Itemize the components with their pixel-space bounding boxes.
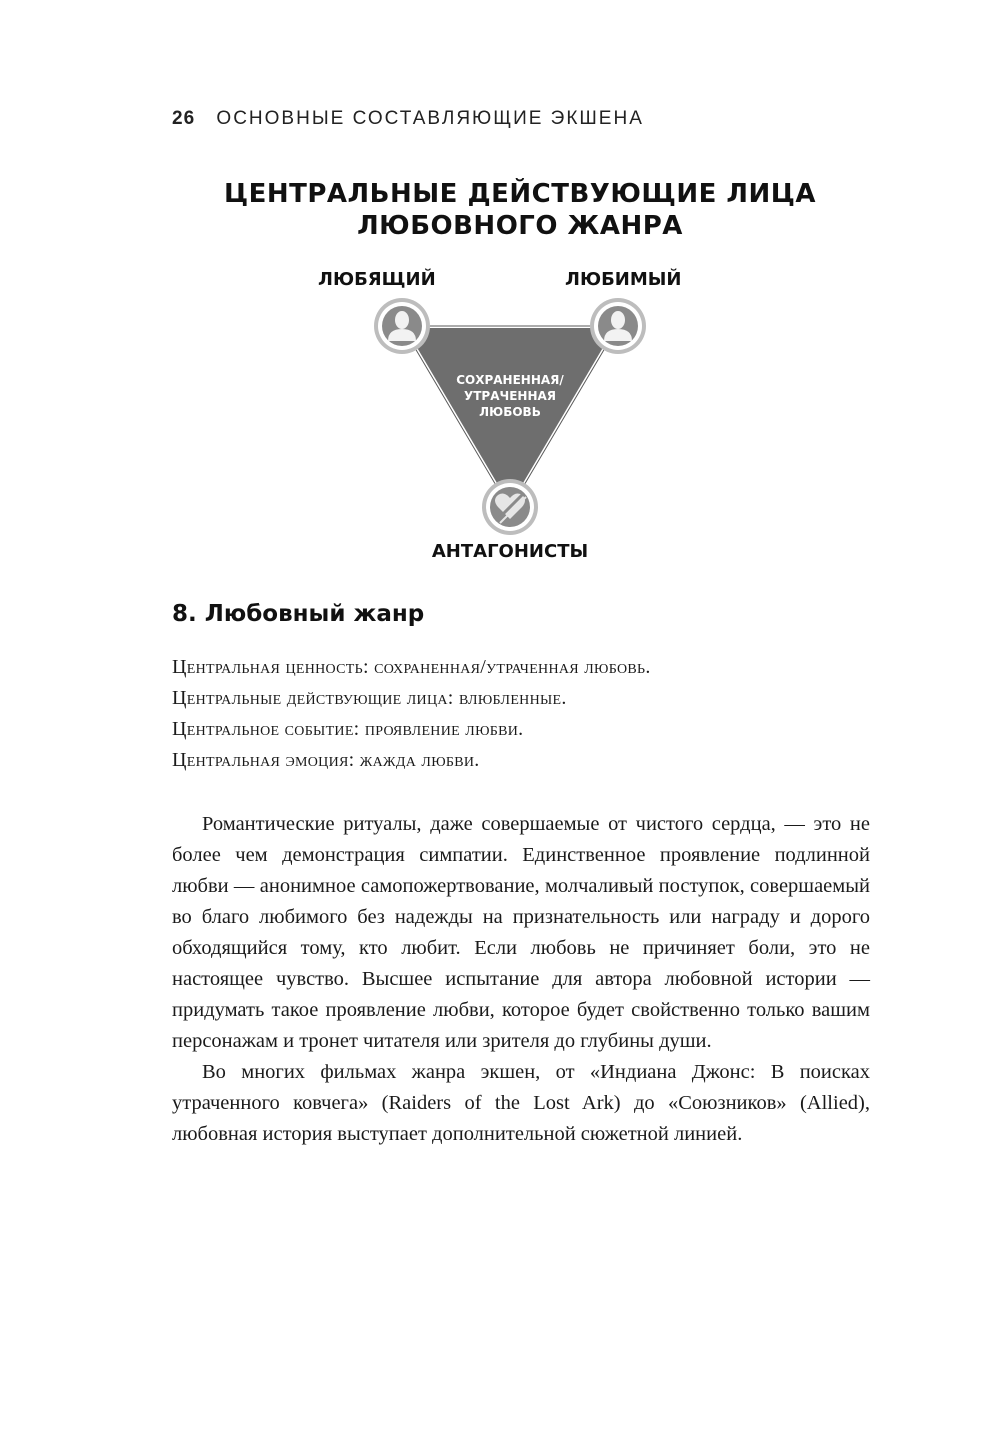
page-number: 26 [172, 108, 196, 129]
central-value-line2: УТРАЧЕННАЯ [463, 389, 557, 403]
fact-central-value: Центральная ценность: сохраненная/утраченная любовь. [172, 656, 651, 678]
fact-central-characters: Центральные действующие лица: влюбленные. [172, 687, 567, 709]
figure-title-line1: ЦЕНТРАЛЬНЫЕ ДЕЙСТВУЮЩИЕ ЛИЦА [224, 179, 816, 209]
antagonists-node [482, 479, 538, 535]
central-value-label [445, 372, 575, 420]
lover-node [374, 298, 430, 354]
section-heading: 8. Любовный жанр [172, 601, 425, 627]
beloved-node [590, 298, 646, 354]
central-value-line1: СОХРАНЕННАЯ/ [456, 373, 564, 387]
love-genre-diagram [290, 262, 730, 572]
running-head [172, 108, 644, 130]
fact-central-event: Центральное событие: проявление любви. [172, 718, 524, 740]
body-text [172, 809, 870, 1150]
figure-title [170, 178, 870, 242]
lover-label: ЛЮБЯЩИЙ [318, 269, 436, 290]
paragraph: Во многих фильмах жанра экшен, от «Индиана Джонс: В поисках утраченного ковчега» (Raiders of the Lost Ark) до «Союзников» (Allied), любовная история выступает дополнительной сюжетной линией. [172, 1061, 870, 1145]
figure-title-line2: ЛЮБОВНОГО ЖАНРА [357, 211, 683, 241]
central-value-line3: ЛЮБОВЬ [479, 405, 541, 419]
beloved-label: ЛЮБИМЫЙ [565, 269, 682, 290]
genre-facts [172, 652, 872, 776]
paragraph: Романтические ритуалы, даже совершаемые от чистого сердца, — это не более чем демонстрация симпатии. Единственное проявление подлинной любви — анонимное самопожертвование, молчаливый поступок, совершаемый во благо любимого без надежды на признательность или награду и дорого обходящийся тому, кто любит. Если любовь не причиняет боли, это не настоящее чувство. Высшее испытание для автора любовной истории — придумать такое проявление любви, которое будет свойственно только вашим персонажам и тронет читателя или зрителя до глубины души. [172, 813, 870, 1052]
fact-central-emotion: Центральная эмоция: жажда любви. [172, 749, 480, 771]
antagonists-label: АНТАГОНИСТЫ [431, 541, 589, 562]
running-title: ОСНОВНЫЕ СОСТАВЛЯЮЩИЕ ЭКШЕНА [216, 108, 644, 129]
